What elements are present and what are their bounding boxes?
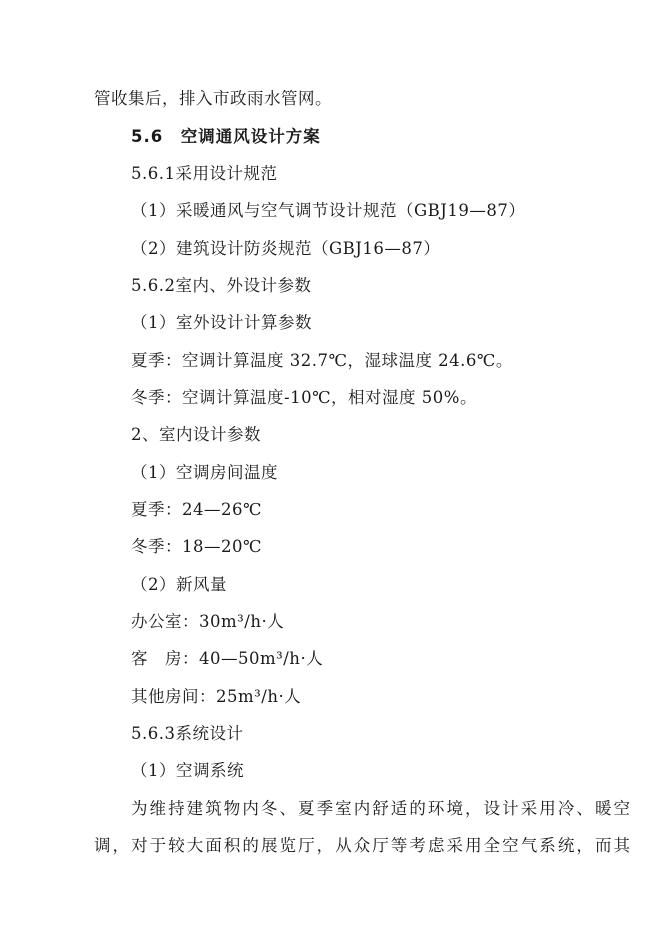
subsection-heading-5-6-1: 5.6.1采用设计规范 (131, 164, 278, 183)
section-heading-5-6: 5.6 空调通风设计方案 (131, 127, 321, 146)
body-paragraph-line-2: 调，对于较大面积的展览厅，从众厅等考虑采用全空气系统，而其 (94, 836, 630, 855)
list-item-ac-system: （1）空调系统 (131, 761, 244, 780)
winter-outdoor-params: 冬季：空调计算温度-10℃，相对湿度 50%。 (131, 388, 477, 407)
summer-indoor-temperature: 夏季：24—26℃ (131, 500, 262, 519)
body-paragraph-line-1: 为维持建筑物内冬、夏季室内舒适的环境，设计采用冷、暖空 (131, 799, 630, 818)
list-item-spec-1: （1）采暖通风与空气调节设计规范（GBJ19—87） (131, 201, 526, 220)
fresh-air-office: 办公室：30m³/h·人 (131, 612, 285, 631)
list-item-fresh-air: （2）新风量 (131, 575, 227, 594)
fresh-air-guest-room: 客 房：40—50m³/h·人 (131, 649, 324, 668)
indoor-params-heading: 2、室内设计参数 (131, 425, 261, 444)
summer-outdoor-params: 夏季：空调计算温度 32.7℃，湿球温度 24.6℃。 (131, 351, 513, 370)
fresh-air-other-rooms: 其他房间：25m³/h·人 (131, 687, 302, 706)
list-item-spec-2: （2）建筑设计防炎规范（GBJ16—87） (131, 239, 441, 258)
list-item-room-temperature: （1）空调房间温度 (131, 463, 278, 482)
winter-indoor-temperature: 冬季：18—20℃ (131, 537, 262, 556)
list-item-outdoor-params: （1）室外设计计算参数 (131, 313, 312, 332)
subsection-heading-5-6-3: 5.6.3系统设计 (131, 724, 244, 743)
subsection-heading-5-6-2: 5.6.2室内、外设计参数 (131, 276, 312, 295)
paragraph-continuation: 管收集后，排入市政雨水管网。 (94, 89, 332, 108)
